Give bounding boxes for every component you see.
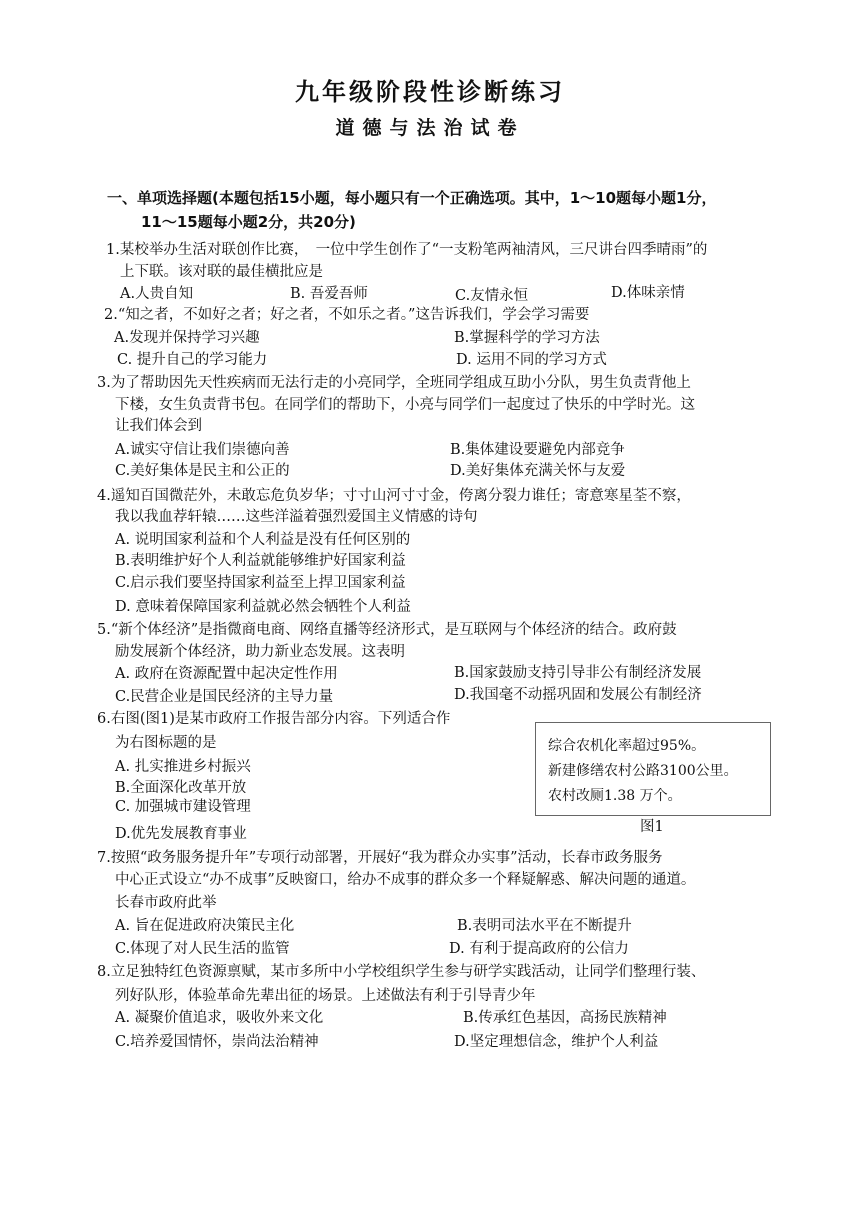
figure-1-line: 农村改厕1.38 万个。 bbox=[548, 788, 682, 804]
q8-option-c: C.培养爱国情怀，崇尚法治精神 bbox=[115, 1034, 319, 1050]
section-heading-line1: 一、单项选择题(本题包括15小题，每小题只有一个正确选项。其中，1～10题每小题1分， bbox=[107, 189, 717, 207]
q5-option-d: D.我国毫不动摇巩固和发展公有制经济 bbox=[454, 687, 702, 703]
q6-stem-line1: 6.右图(图1)是某市政府工作报告部分内容。下列适合作 bbox=[97, 711, 451, 727]
q5-stem-line1: 5.“新个体经济”是指微商电商、网络直播等经济形式，是互联网与个体经济的结合。政府鼓 bbox=[97, 622, 677, 638]
q6-option-c: C. 加强城市建设管理 bbox=[115, 799, 251, 815]
q3-stem-line2: 下楼，女生负责背书包。在同学们的帮助下，小亮与同学们一起度过了快乐的中学时光。这 bbox=[115, 397, 695, 413]
q7-option-c: C.体现了对人民生活的监管 bbox=[115, 941, 290, 957]
q2-option-b: B.掌握科学的学习方法 bbox=[454, 330, 600, 346]
figure-1-line: 新建修缮农村公路3100公里。 bbox=[548, 763, 738, 779]
q8-stem-line2: 列好队形，体验革命先辈出征的场景。上述做法有利于引导青少年 bbox=[115, 988, 536, 1004]
q5-stem-line2: 励发展新个体经济，助力新业态发展。这表明 bbox=[115, 644, 405, 660]
q7-option-a: A. 旨在促进政府决策民主化 bbox=[115, 918, 295, 934]
q1-option-a: A.人贵自知 bbox=[120, 286, 194, 302]
q3-stem-line3: 让我们体会到 bbox=[115, 418, 202, 434]
q4-option-a: A. 说明国家利益和个人利益是没有任何区别的 bbox=[115, 532, 411, 548]
q1-stem-line2: 上下联。该对联的最佳横批应是 bbox=[120, 264, 323, 280]
q3-option-b: B.集体建设要避免内部竞争 bbox=[450, 442, 625, 458]
q7-option-d: D. 有利于提高政府的公信力 bbox=[449, 941, 629, 957]
section-heading bbox=[107, 186, 787, 234]
q3-option-c: C.美好集体是民主和公正的 bbox=[115, 463, 290, 479]
q7-option-b: B.表明司法水平在不断提升 bbox=[457, 918, 632, 934]
figure-1-caption: 图1 bbox=[640, 819, 664, 835]
q8-option-a: A. 凝聚价值追求，吸收外来文化 bbox=[115, 1010, 324, 1026]
q5-option-a: A. 政府在资源配置中起决定性作用 bbox=[115, 666, 338, 682]
q6-option-a: A. 扎实推进乡村振兴 bbox=[115, 759, 251, 775]
q3-option-a: A.诚实守信让我们崇德向善 bbox=[115, 442, 290, 458]
section-heading-line2: 11～15题每小题2分，共20分) bbox=[141, 213, 356, 231]
q1-option-b: B. 吾爱吾师 bbox=[290, 286, 368, 302]
q1-option-d: D.体味亲情 bbox=[611, 285, 685, 301]
q8-stem-line1: 8.立足独特红色资源禀赋，某市多所中小学校组织学生参与研学实践活动，让同学们整理行装、 bbox=[97, 964, 706, 980]
figure-1-line: 综合农机化率超过95%。 bbox=[548, 738, 706, 754]
q7-stem-line2: 中心正式设立“办不成事”反映窗口，给办不成事的群众多一个释疑解惑、解决问题的通道。 bbox=[115, 872, 696, 888]
q4-option-b: B.表明维护好个人利益就能够维护好国家利益 bbox=[115, 553, 406, 569]
figure-1-box bbox=[535, 722, 771, 816]
q5-option-b: B.国家鼓励支持引导非公有制经济发展 bbox=[454, 665, 702, 681]
q4-option-d: D. 意味着保障国家利益就必然会牺牲个人利益 bbox=[115, 599, 411, 615]
q4-option-c: C.启示我们要坚持国家利益至上捍卫国家利益 bbox=[115, 575, 406, 591]
q5-option-c: C.民营企业是国民经济的主导力量 bbox=[115, 689, 334, 705]
q4-stem-line1: 4.遥知百国微茫外，未敢忘危负岁华；寸寸山河寸寸金，侉离分裂力谁任；寄意寒星荃不察， bbox=[97, 488, 691, 504]
q2-option-c: C. 提升自己的学习能力 bbox=[117, 352, 268, 368]
page-title: 九年级阶段性诊断练习 bbox=[295, 78, 565, 106]
q4-stem-line2: 我以我血荐轩辕……这些洋溢着强烈爱国主义情感的诗句 bbox=[115, 509, 478, 525]
q6-stem-line2: 为右图标题的是 bbox=[115, 735, 217, 751]
q3-option-d: D.美好集体充满关怀与友爱 bbox=[450, 463, 626, 479]
q7-stem-line3: 长春市政府此举 bbox=[115, 895, 217, 911]
q6-option-b: B.全面深化改革开放 bbox=[115, 780, 247, 796]
page-subtitle: 道德与法治试卷 bbox=[335, 117, 525, 139]
q8-option-b: B.传承红色基因，高扬民族精神 bbox=[463, 1010, 667, 1026]
q7-stem-line1: 7.按照“政务服务提升年”专项行动部署，开展好“我为群众办实事”活动，长春市政务服务 bbox=[97, 850, 663, 866]
q2-option-a: A.发现并保持学习兴趣 bbox=[114, 330, 260, 346]
q3-stem-line1: 3.为了帮助因先天性疾病而无法行走的小亮同学，全班同学组成互助小分队，男生负责背他上 bbox=[97, 375, 691, 391]
q2-stem-line1: 2.“知之者，不如好之者；好之者，不如乐之者。”这告诉我们，学会学习需要 bbox=[104, 307, 590, 323]
q2-option-d: D. 运用不同的学习方式 bbox=[456, 352, 607, 368]
q1-option-c: C.友情永恒 bbox=[455, 288, 529, 304]
q6-option-d: D.优先发展教育事业 bbox=[115, 826, 247, 842]
q1-stem-line1: 1.某校举办生活对联创作比赛， 一位中学生创作了“一支粉笔两袖清风，三尺讲台四季晴雨”的 bbox=[106, 242, 708, 258]
q8-option-d: D.坚定理想信念，维护个人利益 bbox=[454, 1034, 659, 1050]
